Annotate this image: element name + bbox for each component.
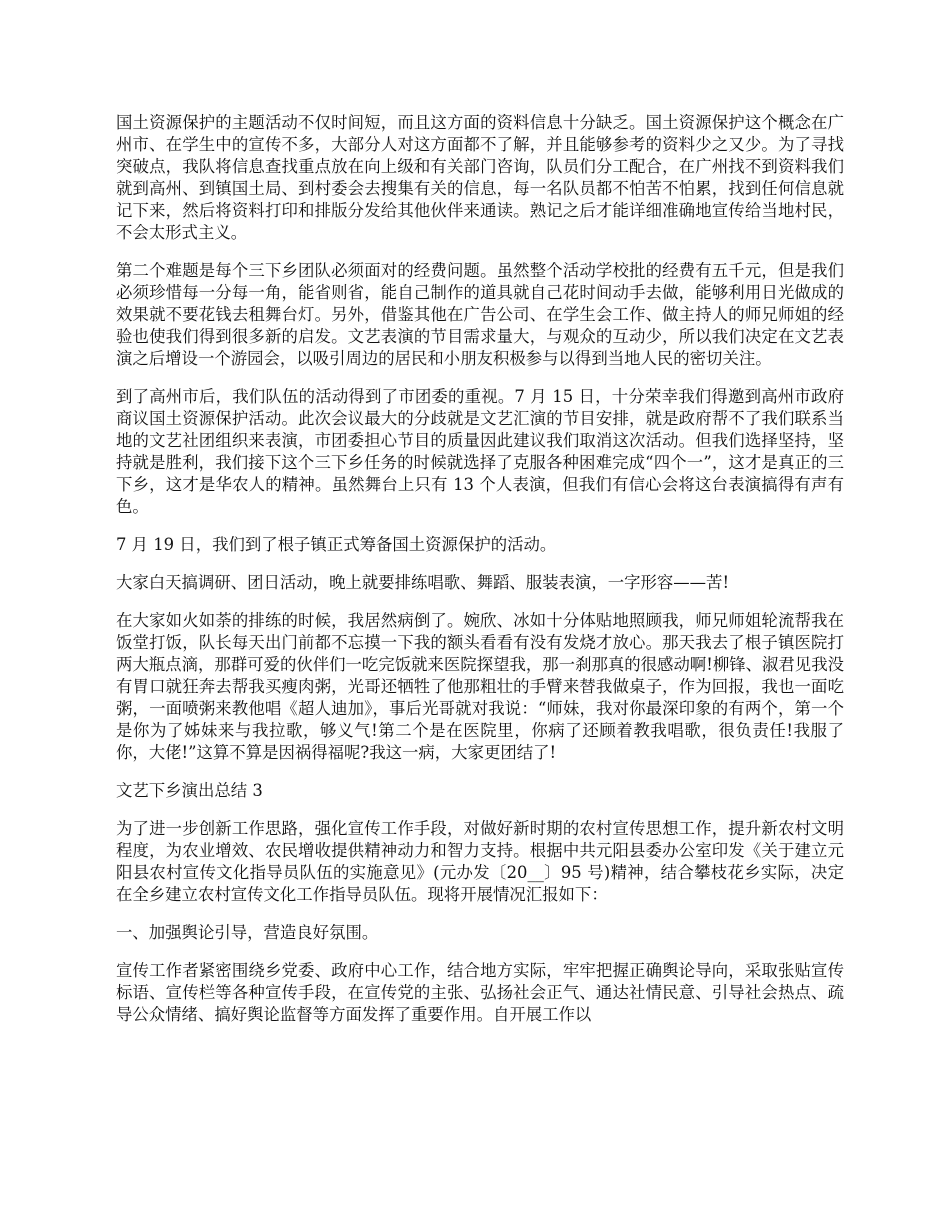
paragraph-illness-story: 在大家如火如荼的排练的时候，我居然病倒了。婉欣、冰如十分体贴地照顾我，师兄师姐轮流帮我在饭堂打饭，队长每天出门前都不忘摸一下我的额头看看有没有发烧才放心。那天我去了根子镇医院打两大瓶点滴，那群可爱的伙伴们一吃完饭就来医院探望我，那一刹那真的很感动啊!柳锋、淑君见我没有胃口就狂奔去帮我买瘦肉粥，光哥还牺牲了他那粗壮的手臂来替我做桌子，作为回报，我也一面吃粥，一面喷粥来教他唱《超人迪加》，事后光哥就对我说：“师妹，我对你最深印象的有两个，第一个是你为了姊妹来与我拉歌，够义气!第二个是在医院里，你病了还顾着教我唱歌，很负责任!我服了你，大佬!”这算不算是因祸得福呢?我这一病，大家更团结了! <box>116 611 844 762</box>
paragraph-funding-problem: 第二个难题是每个三下乡团队必须面对的经费问题。虽然整个活动学校批的经费有五千元，但是我们必须珍惜每一分每一角，能省则省，能自己制作的道具就自己花时间动手去做，能够利用日光做成的效果就不要花钱去租舞台灯。另外，借鉴其他在广告公司、在学生会工作、做主持人的师兄师姐的经验也使我们得到很多新的启发。文艺表演的节目需求量大，与观众的互动少，所以我们决定在文艺表演之后增设一个游园会，以吸引周边的居民和小朋友积极参与以得到当地人民的密切关注。 <box>116 261 844 368</box>
section-heading-summary-3: 文艺下乡演出总结 3 <box>116 781 263 800</box>
paragraph-gaozhou-meeting: 到了高州市后，我们队伍的活动得到了市团委的重视。7 月 15 日，十分荣幸我们得邀到高州市政府商议国土资源保护活动。此次会议最大的分歧就是文艺汇演的节目安排，就是政府帮不了我们联系当地的文艺社团组织来表演，市团委担心节目的质量因此建议我们取消这次活动。但我们选择坚持，坚持就是胜利，我们接下这个三下乡任务的时候就选择了克服各种困难完成“四个一”，这才是真正的三下乡，这才是华农人的精神。虽然舞台上只有 13 个人表演，但我们有信心会将这台表演搞得有声有色。 <box>116 387 844 516</box>
document-body <box>116 112 844 1042</box>
paragraph-work-intro: 为了进一步创新工作思路，强化宣传工作手段，对做好新时期的农村宣传思想工作，提升新农村文明程度，为农业增效、农民增收提供精神动力和智力支持。根据中共元阳县委办公室印发《关于建立元阳县农村宣传文化指导员队伍的实施意见》(元办发〔20__〕95 号)精神，结合攀枝花乡实际，决定在全乡建立农村宣传文化工作指导员队伍。现将开展情况汇报如下： <box>116 819 844 904</box>
paragraph-daily-schedule: 大家白天搞调研、团日活动，晚上就要排练唱歌、舞蹈、服装表演，一字形容——苦! <box>116 573 730 592</box>
paragraph-source-research: 国土资源保护的主题活动不仅时间短，而且这方面的资料信息十分缺乏。国土资源保护这个概念在广州市、在学生中的宣传不多，大部分人对这方面都不了解，并且能够参考的资料少之又少。为了寻找突破点，我队将信息查找重点放在向上级和有关部门咨询，队员们分工配合，在广州找不到资料我们就到高州、到镇国土局、到村委会去搜集有关的信息，每一名队员都不怕苦不怕累，找到任何信息就记下来，然后将资料打印和排版分发给其他伙伴来通读。熟记之后才能详细准确地宣传给当地村民，不会太形式主义。 <box>116 113 844 242</box>
paragraph-propaganda-work: 宣传工作者紧密围绕乡党委、政府中心工作，结合地方实际，牢牢把握正确舆论导向，采取张贴宣传标语、宣传栏等各种宣传手段，在宣传党的主张、弘扬社会正气、通达社情民意、引导社会热点、疏导公众情绪、搞好舆论监督等方面发挥了重要作用。自开展工作以 <box>116 961 844 1024</box>
subheading-public-opinion: 一、加强舆论引导，营造良好氛围。 <box>116 923 379 942</box>
paragraph-genzi-town: 7 月 19 日，我们到了根子镇正式筹备国土资源保护的活动。 <box>116 535 557 554</box>
